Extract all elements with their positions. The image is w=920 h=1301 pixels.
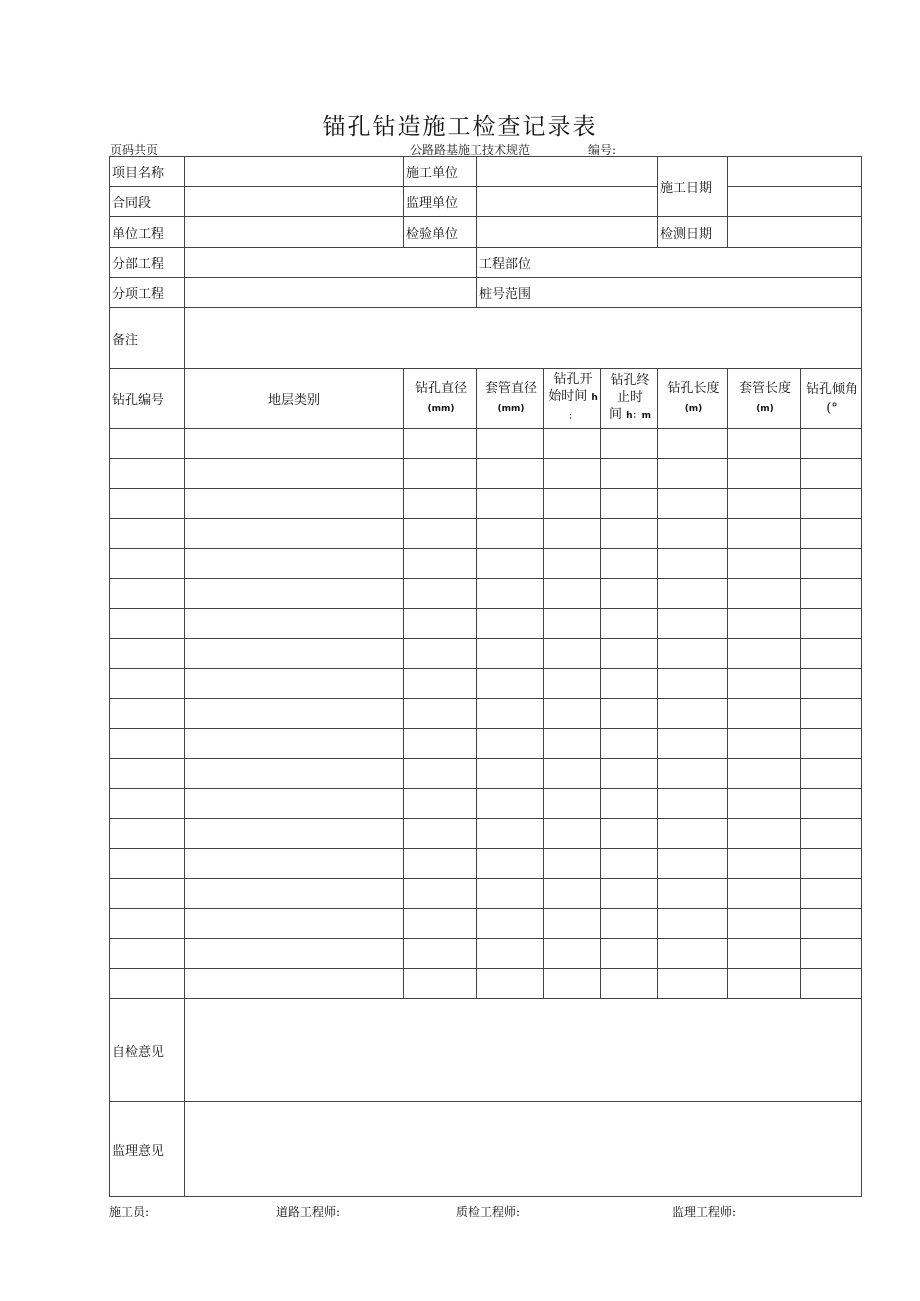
qc-engineer-signature-label: 质检工程师: xyxy=(456,1205,521,1219)
col-casing-length-label: 套管长度 xyxy=(738,380,791,396)
table-cell[interactable] xyxy=(801,429,862,459)
col-incline-label: 钻孔倾角 xyxy=(805,381,858,397)
col-hole-length xyxy=(658,369,728,429)
remarks-label: 备注 xyxy=(110,308,185,369)
table-cell[interactable] xyxy=(801,579,862,609)
table-cell[interactable] xyxy=(185,699,404,729)
table-cell[interactable] xyxy=(404,819,477,849)
col-casing-diameter xyxy=(477,369,544,429)
table-cell[interactable] xyxy=(544,669,601,699)
table-cell[interactable] xyxy=(658,849,728,879)
table-cell[interactable] xyxy=(658,669,728,699)
table-cell[interactable] xyxy=(477,669,544,699)
table-row xyxy=(110,759,862,789)
table-cell[interactable] xyxy=(110,699,185,729)
table-cell[interactable] xyxy=(601,429,658,459)
table-cell[interactable] xyxy=(728,969,801,999)
table-cell[interactable] xyxy=(728,609,801,639)
table-cell[interactable] xyxy=(801,909,862,939)
table-cell[interactable] xyxy=(477,759,544,789)
table-cell[interactable] xyxy=(658,459,728,489)
table-cell[interactable] xyxy=(110,969,185,999)
table-cell[interactable] xyxy=(477,459,544,489)
table-row xyxy=(110,489,862,519)
table-cell[interactable] xyxy=(110,789,185,819)
table-cell[interactable] xyxy=(110,639,185,669)
pile-range-label: 桩号范围 xyxy=(477,278,862,308)
table-cell[interactable] xyxy=(544,879,601,909)
table-row xyxy=(110,819,862,849)
col-end-time-unit: h：m xyxy=(626,411,651,421)
table-cell[interactable] xyxy=(658,819,728,849)
subdivision-project-label: 分部工程 xyxy=(110,248,185,278)
table-cell[interactable] xyxy=(728,669,801,699)
table-cell[interactable] xyxy=(544,459,601,489)
table-cell[interactable] xyxy=(658,549,728,579)
col-stratum: 地层类别 xyxy=(185,369,404,429)
table-cell[interactable] xyxy=(110,819,185,849)
table-cell[interactable] xyxy=(544,759,601,789)
table-row xyxy=(110,789,862,819)
table-cell[interactable] xyxy=(728,579,801,609)
table-cell[interactable] xyxy=(404,789,477,819)
table-cell[interactable] xyxy=(728,939,801,969)
table-cell[interactable] xyxy=(728,849,801,879)
table-cell[interactable] xyxy=(544,939,601,969)
table-cell[interactable] xyxy=(658,609,728,639)
table-cell[interactable] xyxy=(185,909,404,939)
self-check-field[interactable] xyxy=(185,999,862,1102)
table-cell[interactable] xyxy=(477,729,544,759)
col-incline-unit: (° xyxy=(826,400,838,416)
table-row xyxy=(110,459,862,489)
col-end-time-label-3: 间 xyxy=(609,407,623,422)
table-cell[interactable] xyxy=(801,489,862,519)
contract-section-field[interactable] xyxy=(185,187,404,217)
table-cell[interactable] xyxy=(404,549,477,579)
table-cell[interactable] xyxy=(801,549,862,579)
table-cell[interactable] xyxy=(801,609,862,639)
table-cell[interactable] xyxy=(544,819,601,849)
table-cell[interactable] xyxy=(544,489,601,519)
table-cell[interactable] xyxy=(658,639,728,669)
col-hole-length-unit: (m) xyxy=(684,403,703,414)
col-start-time xyxy=(544,369,601,429)
table-cell[interactable] xyxy=(185,759,404,789)
table-cell[interactable] xyxy=(477,489,544,519)
table-row xyxy=(110,549,862,579)
table-cell[interactable] xyxy=(477,819,544,849)
table-cell[interactable] xyxy=(404,579,477,609)
table-cell[interactable] xyxy=(801,699,862,729)
road-engineer-signature-label: 道路工程师: xyxy=(276,1205,341,1219)
table-cell[interactable] xyxy=(544,849,601,879)
table-cell[interactable] xyxy=(601,729,658,759)
table-cell[interactable] xyxy=(544,519,601,549)
table-cell[interactable] xyxy=(185,519,404,549)
unit-project-label: 单位工程 xyxy=(110,217,185,248)
table-cell[interactable] xyxy=(185,459,404,489)
table-cell[interactable] xyxy=(801,639,862,669)
table-cell[interactable] xyxy=(601,489,658,519)
col-casing-diameter-label: 套管直径 xyxy=(484,380,537,396)
table-cell[interactable] xyxy=(658,429,728,459)
number-label: 编号: xyxy=(588,143,617,157)
table-cell[interactable] xyxy=(185,639,404,669)
table-cell[interactable] xyxy=(477,699,544,729)
page-title: 锚孔钻造施工检查记录表 xyxy=(322,114,598,140)
table-cell[interactable] xyxy=(477,969,544,999)
construction-date-label: 施工日期 xyxy=(658,157,728,217)
table-cell[interactable] xyxy=(477,849,544,879)
table-cell[interactable] xyxy=(728,639,801,669)
table-cell[interactable] xyxy=(728,729,801,759)
table-cell[interactable] xyxy=(110,849,185,879)
table-cell[interactable] xyxy=(544,729,601,759)
table-cell[interactable] xyxy=(110,489,185,519)
table-cell[interactable] xyxy=(544,429,601,459)
table-cell[interactable] xyxy=(658,789,728,819)
col-incline xyxy=(801,369,862,429)
table-cell[interactable] xyxy=(404,939,477,969)
table-cell[interactable] xyxy=(110,459,185,489)
table-cell[interactable] xyxy=(477,579,544,609)
item-project-label: 分项工程 xyxy=(110,278,185,308)
inspection-date-label: 检测日期 xyxy=(658,217,728,248)
table-cell[interactable] xyxy=(404,969,477,999)
engineering-part-label: 工程部位 xyxy=(477,248,862,278)
table-cell[interactable] xyxy=(658,729,728,759)
table-cell[interactable] xyxy=(658,519,728,549)
table-cell[interactable] xyxy=(601,789,658,819)
table-cell[interactable] xyxy=(801,759,862,789)
table-cell[interactable] xyxy=(404,849,477,879)
table-row xyxy=(110,939,862,969)
project-name-label: 项目名称 xyxy=(110,157,185,187)
table-cell[interactable] xyxy=(477,909,544,939)
col-casing-length xyxy=(728,369,801,429)
table-cell[interactable] xyxy=(601,909,658,939)
table-cell[interactable] xyxy=(728,489,801,519)
table-cell[interactable] xyxy=(658,909,728,939)
construction-date-field-1[interactable] xyxy=(728,157,862,187)
table-cell[interactable] xyxy=(544,549,601,579)
subdivision-project-field[interactable] xyxy=(185,248,477,278)
table-cell[interactable] xyxy=(544,969,601,999)
supervision-opinion-label: 监理意见 xyxy=(110,1102,185,1197)
unit-project-field[interactable] xyxy=(185,217,404,248)
table-cell[interactable] xyxy=(544,909,601,939)
table-cell[interactable] xyxy=(658,969,728,999)
table-cell[interactable] xyxy=(185,489,404,519)
table-cell[interactable] xyxy=(658,939,728,969)
table-cell[interactable] xyxy=(404,759,477,789)
table-cell[interactable] xyxy=(110,729,185,759)
table-cell[interactable] xyxy=(601,459,658,489)
table-cell[interactable] xyxy=(185,609,404,639)
table-cell[interactable] xyxy=(658,699,728,729)
table-cell[interactable] xyxy=(601,939,658,969)
table-cell[interactable] xyxy=(601,549,658,579)
table-cell[interactable] xyxy=(185,969,404,999)
table-cell[interactable] xyxy=(544,789,601,819)
table-cell[interactable] xyxy=(728,909,801,939)
table-cell[interactable] xyxy=(185,879,404,909)
table-cell[interactable] xyxy=(601,639,658,669)
inspection-record-table xyxy=(109,156,862,1197)
table-cell[interactable] xyxy=(728,699,801,729)
table-cell[interactable] xyxy=(801,819,862,849)
table-cell[interactable] xyxy=(110,519,185,549)
table-cell[interactable] xyxy=(477,879,544,909)
table-cell[interactable] xyxy=(801,459,862,489)
table-cell[interactable] xyxy=(601,699,658,729)
table-cell[interactable] xyxy=(601,519,658,549)
table-cell[interactable] xyxy=(477,789,544,819)
table-cell[interactable] xyxy=(544,639,601,669)
supervising-engineer-signature-label: 监理工程师: xyxy=(672,1205,737,1219)
table-cell[interactable] xyxy=(404,639,477,669)
table-cell[interactable] xyxy=(728,549,801,579)
table-row xyxy=(110,669,862,699)
constructor-signature-label: 施工员: xyxy=(109,1205,150,1219)
table-cell[interactable] xyxy=(404,699,477,729)
table-cell[interactable] xyxy=(185,789,404,819)
project-name-field[interactable] xyxy=(185,157,404,187)
spec-label: 公路路基施工技术规范 xyxy=(410,143,531,157)
col-hole-no: 钻孔编号 xyxy=(110,369,185,429)
inspection-date-field[interactable] xyxy=(728,217,862,248)
self-check-label: 自检意见 xyxy=(110,999,185,1102)
supervision-unit-field[interactable] xyxy=(477,187,658,217)
table-cell[interactable] xyxy=(801,849,862,879)
table-cell[interactable] xyxy=(601,849,658,879)
col-start-time-unit-1: h xyxy=(591,393,598,403)
table-cell[interactable] xyxy=(601,669,658,699)
inspection-unit-label: 检验单位 xyxy=(404,217,477,248)
contract-section-label: 合同段 xyxy=(110,187,185,217)
table-cell[interactable] xyxy=(728,819,801,849)
table-row xyxy=(110,579,862,609)
table-cell[interactable] xyxy=(110,429,185,459)
table-cell[interactable] xyxy=(477,549,544,579)
table-cell[interactable] xyxy=(801,789,862,819)
col-end-time xyxy=(601,369,658,429)
table-cell[interactable] xyxy=(404,489,477,519)
table-cell[interactable] xyxy=(601,579,658,609)
col-hole-diameter-label: 钻孔直径 xyxy=(414,380,467,396)
table-cell[interactable] xyxy=(801,519,862,549)
construction-unit-field[interactable] xyxy=(477,157,658,187)
table-cell[interactable] xyxy=(185,669,404,699)
table-cell[interactable] xyxy=(110,609,185,639)
table-cell[interactable] xyxy=(477,639,544,669)
col-start-time-label-1: 钻孔开 xyxy=(553,372,593,387)
table-row xyxy=(110,849,862,879)
table-cell[interactable] xyxy=(110,759,185,789)
table-cell[interactable] xyxy=(658,759,728,789)
table-cell[interactable] xyxy=(110,879,185,909)
table-cell[interactable] xyxy=(477,429,544,459)
table-cell[interactable] xyxy=(544,609,601,639)
table-cell[interactable] xyxy=(601,969,658,999)
table-cell[interactable] xyxy=(477,939,544,969)
table-cell[interactable] xyxy=(185,729,404,759)
table-cell[interactable] xyxy=(185,579,404,609)
table-row xyxy=(110,879,862,909)
table-cell[interactable] xyxy=(404,879,477,909)
table-cell[interactable] xyxy=(110,579,185,609)
col-hole-diameter xyxy=(404,369,477,429)
table-cell[interactable] xyxy=(601,759,658,789)
table-cell[interactable] xyxy=(404,429,477,459)
table-cell[interactable] xyxy=(544,699,601,729)
table-row xyxy=(110,519,862,549)
table-row xyxy=(110,699,862,729)
table-cell[interactable] xyxy=(544,579,601,609)
table-cell[interactable] xyxy=(658,879,728,909)
table-cell[interactable] xyxy=(728,789,801,819)
table-cell[interactable] xyxy=(658,579,728,609)
supervision-opinion-field[interactable] xyxy=(185,1102,862,1197)
table-cell[interactable] xyxy=(110,669,185,699)
table-cell[interactable] xyxy=(728,519,801,549)
table-cell[interactable] xyxy=(477,519,544,549)
table-cell[interactable] xyxy=(185,429,404,459)
table-cell[interactable] xyxy=(404,669,477,699)
col-hole-length-label: 钻孔长度 xyxy=(667,380,720,396)
table-cell[interactable] xyxy=(801,939,862,969)
table-cell[interactable] xyxy=(404,909,477,939)
col-start-time-unit-2: ： xyxy=(568,412,578,422)
table-cell[interactable] xyxy=(404,609,477,639)
table-row xyxy=(110,609,862,639)
table-cell[interactable] xyxy=(801,669,862,699)
supervision-unit-label: 监理单位 xyxy=(404,187,477,217)
table-cell[interactable] xyxy=(477,609,544,639)
table-cell[interactable] xyxy=(728,879,801,909)
col-casing-diameter-unit: (mm) xyxy=(497,403,525,414)
table-cell[interactable] xyxy=(728,459,801,489)
table-cell[interactable] xyxy=(658,489,728,519)
table-cell[interactable] xyxy=(404,519,477,549)
construction-unit-label: 施工单位 xyxy=(404,157,477,187)
table-cell[interactable] xyxy=(110,549,185,579)
table-cell[interactable] xyxy=(110,939,185,969)
table-cell[interactable] xyxy=(185,849,404,879)
table-cell[interactable] xyxy=(728,759,801,789)
item-project-field[interactable] xyxy=(185,278,477,308)
remarks-field[interactable] xyxy=(185,308,862,369)
table-cell[interactable] xyxy=(801,729,862,759)
table-cell[interactable] xyxy=(801,879,862,909)
col-end-time-label-2: 止时 xyxy=(616,390,643,405)
table-cell[interactable] xyxy=(404,729,477,759)
table-row xyxy=(110,729,862,759)
table-cell[interactable] xyxy=(801,969,862,999)
table-cell[interactable] xyxy=(601,819,658,849)
construction-date-field-2[interactable] xyxy=(728,187,862,217)
table-cell[interactable] xyxy=(728,429,801,459)
col-hole-diameter-unit: (mm) xyxy=(427,403,455,414)
col-casing-length-unit: (m) xyxy=(756,403,774,414)
col-end-time-label-1: 钻孔终 xyxy=(610,373,650,388)
table-row xyxy=(110,909,862,939)
table-cell[interactable] xyxy=(185,939,404,969)
table-cell[interactable] xyxy=(110,909,185,939)
col-start-time-label-2: 始时间 xyxy=(548,389,588,404)
inspection-unit-field[interactable] xyxy=(477,217,658,248)
page-count-label: 页码共页 xyxy=(110,143,159,157)
table-cell[interactable] xyxy=(404,459,477,489)
table-cell[interactable] xyxy=(601,609,658,639)
table-cell[interactable] xyxy=(185,819,404,849)
table-row xyxy=(110,429,862,459)
table-row xyxy=(110,969,862,999)
table-cell[interactable] xyxy=(185,549,404,579)
table-row xyxy=(110,639,862,669)
table-cell[interactable] xyxy=(601,879,658,909)
